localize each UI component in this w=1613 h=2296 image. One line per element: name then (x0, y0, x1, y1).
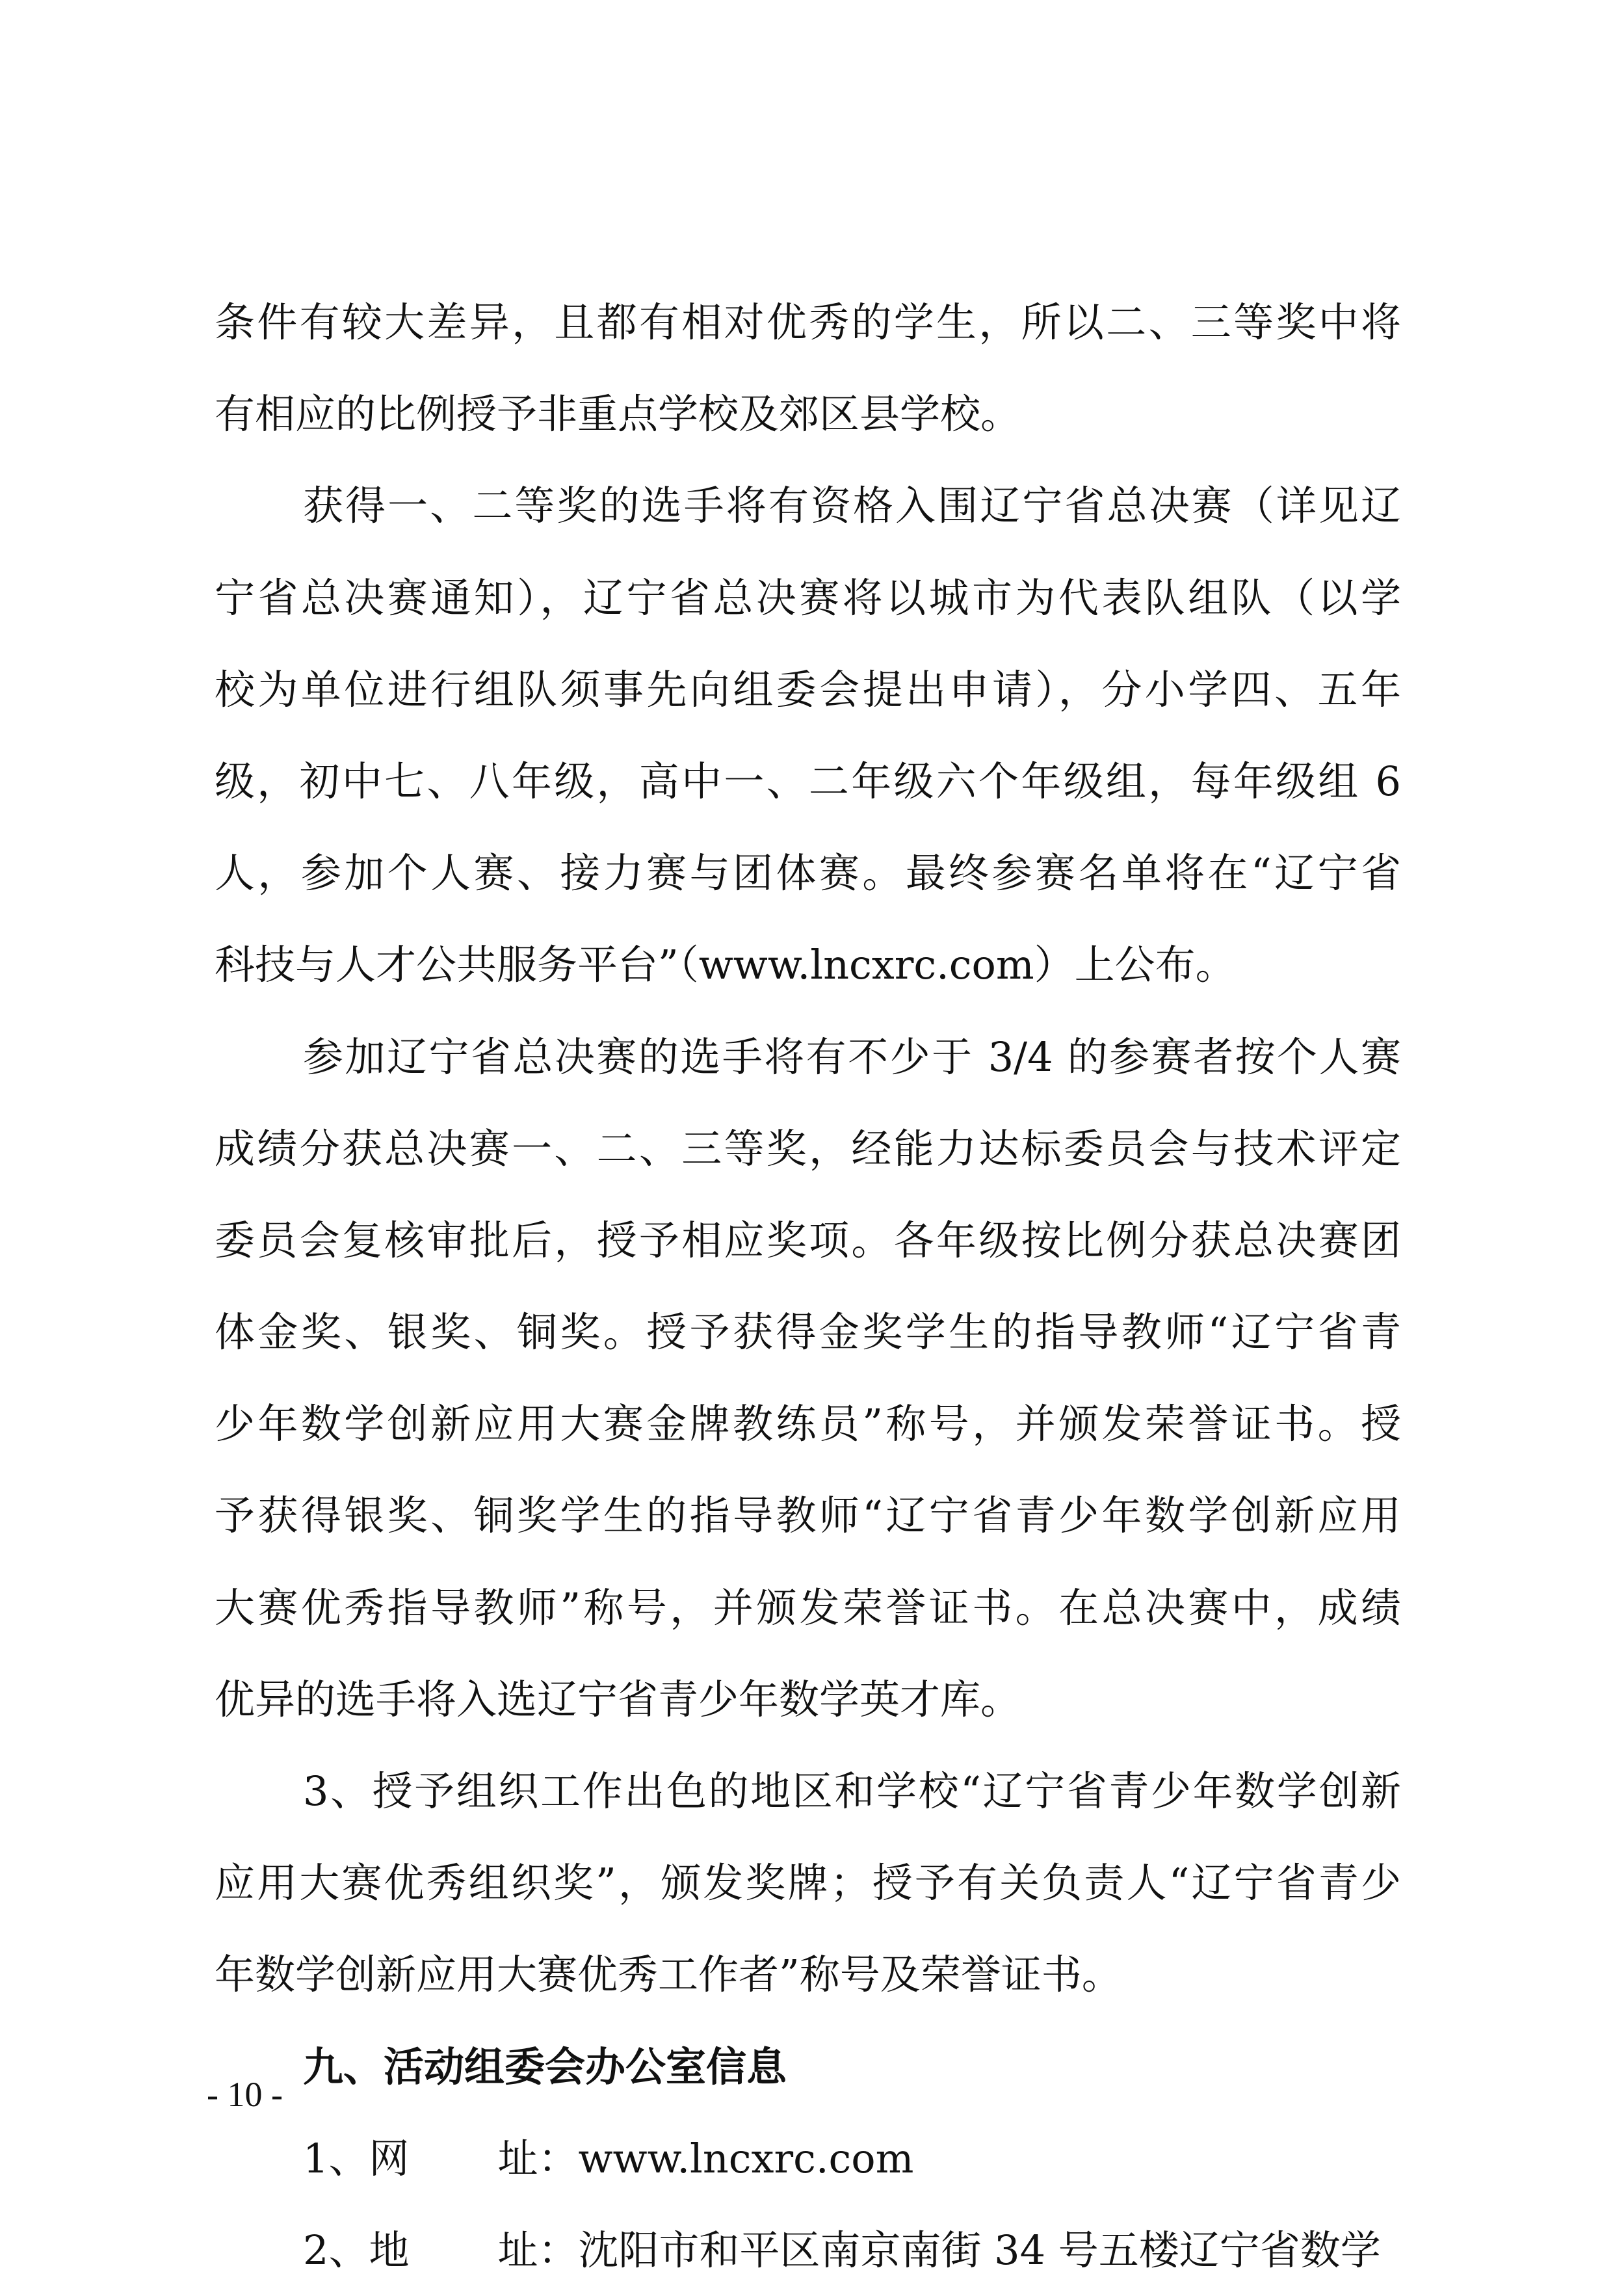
info-separator: ： (538, 2134, 579, 2182)
info-value-address: 沈阳市和平区南京南街 34 号五楼辽宁省数学 (578, 2226, 1381, 2274)
paragraph-line: 科技与人才公共服务平台”（www.lncxrc.com）上公布。 (215, 941, 1236, 989)
document-body (215, 276, 1401, 2296)
info-number: 2、 (303, 2226, 369, 2274)
paragraph-line: 校为单位进行组队须事先向组委会提出申请），分小学四、五年 (215, 665, 1401, 713)
paragraph-line: 宁省总决赛通知），辽宁省总决赛将以城市为代表队组队（以学 (215, 574, 1401, 622)
info-value-website[interactable]: www.lncxrc.com (578, 2134, 914, 2182)
paragraph-line: 条件有较大差异，且都有相对优秀的学生，所以二、三等奖中将 (215, 298, 1401, 346)
paragraph-line: 体金奖、银奖、铜奖。授予获得金奖学生的指导教师“辽宁省青 (215, 1308, 1401, 1356)
paragraph-line: 大赛优秀指导教师”称号，并颁发荣誉证书。在总决赛中，成绩 (215, 1583, 1401, 1631)
paragraph-line: 获得一、二等奖的选手将有资格入围辽宁省总决赛（详见辽 (303, 482, 1401, 530)
paragraph-line: 优异的选手将入选辽宁省青少年数学英才库。 (215, 1675, 1021, 1723)
paragraph-line: 3、授予组织工作出色的地区和学校“辽宁省青少年数学创新 (303, 1767, 1401, 1815)
paragraph-line: 人，参加个人赛、接力赛与团体赛。最终参赛名单将在“辽宁省 (215, 849, 1401, 897)
paragraph-line: 有相应的比例授予非重点学校及郊区县学校。 (215, 390, 1021, 438)
info-row-address (215, 2204, 1401, 2296)
paragraph-line: 予获得银奖、铜奖学生的指导教师“辽宁省青少年数学创新应用 (215, 1492, 1401, 1540)
paragraph-line: 委员会复核审批后，授予相应奖项。各年级按比例分获总决赛团 (215, 1216, 1401, 1264)
info-label: 网址 (369, 2134, 538, 2182)
paragraph-line: 年数学创新应用大赛优秀工作者”称号及荣誉证书。 (215, 1951, 1122, 1999)
paragraph-line: 级，初中七、八年级，高中一、二年级六个年级组，每年级组 6 (215, 757, 1401, 805)
section-heading: 九、活动组委会办公室信息 (303, 2042, 787, 2091)
paragraph-line: 少年数学创新应用大赛金牌教练员”称号，并颁发荣誉证书。授 (215, 1400, 1401, 1448)
paragraph-line: 参加辽宁省总决赛的选手将有不少于 3/4 的参赛者按个人赛 (303, 1033, 1401, 1081)
info-number: 1、 (303, 2134, 369, 2182)
info-row-website (215, 2113, 1401, 2204)
paragraph-line: 成绩分获总决赛一、二、三等奖，经能力达标委员会与技术评定 (215, 1124, 1401, 1172)
info-separator: ： (538, 2226, 579, 2274)
info-label: 地址 (369, 2226, 538, 2274)
page-number: - 10 - (207, 2075, 283, 2114)
paragraph-line: 应用大赛优秀组织奖”，颁发奖牌；授予有关负责人“辽宁省青少 (215, 1859, 1401, 1907)
